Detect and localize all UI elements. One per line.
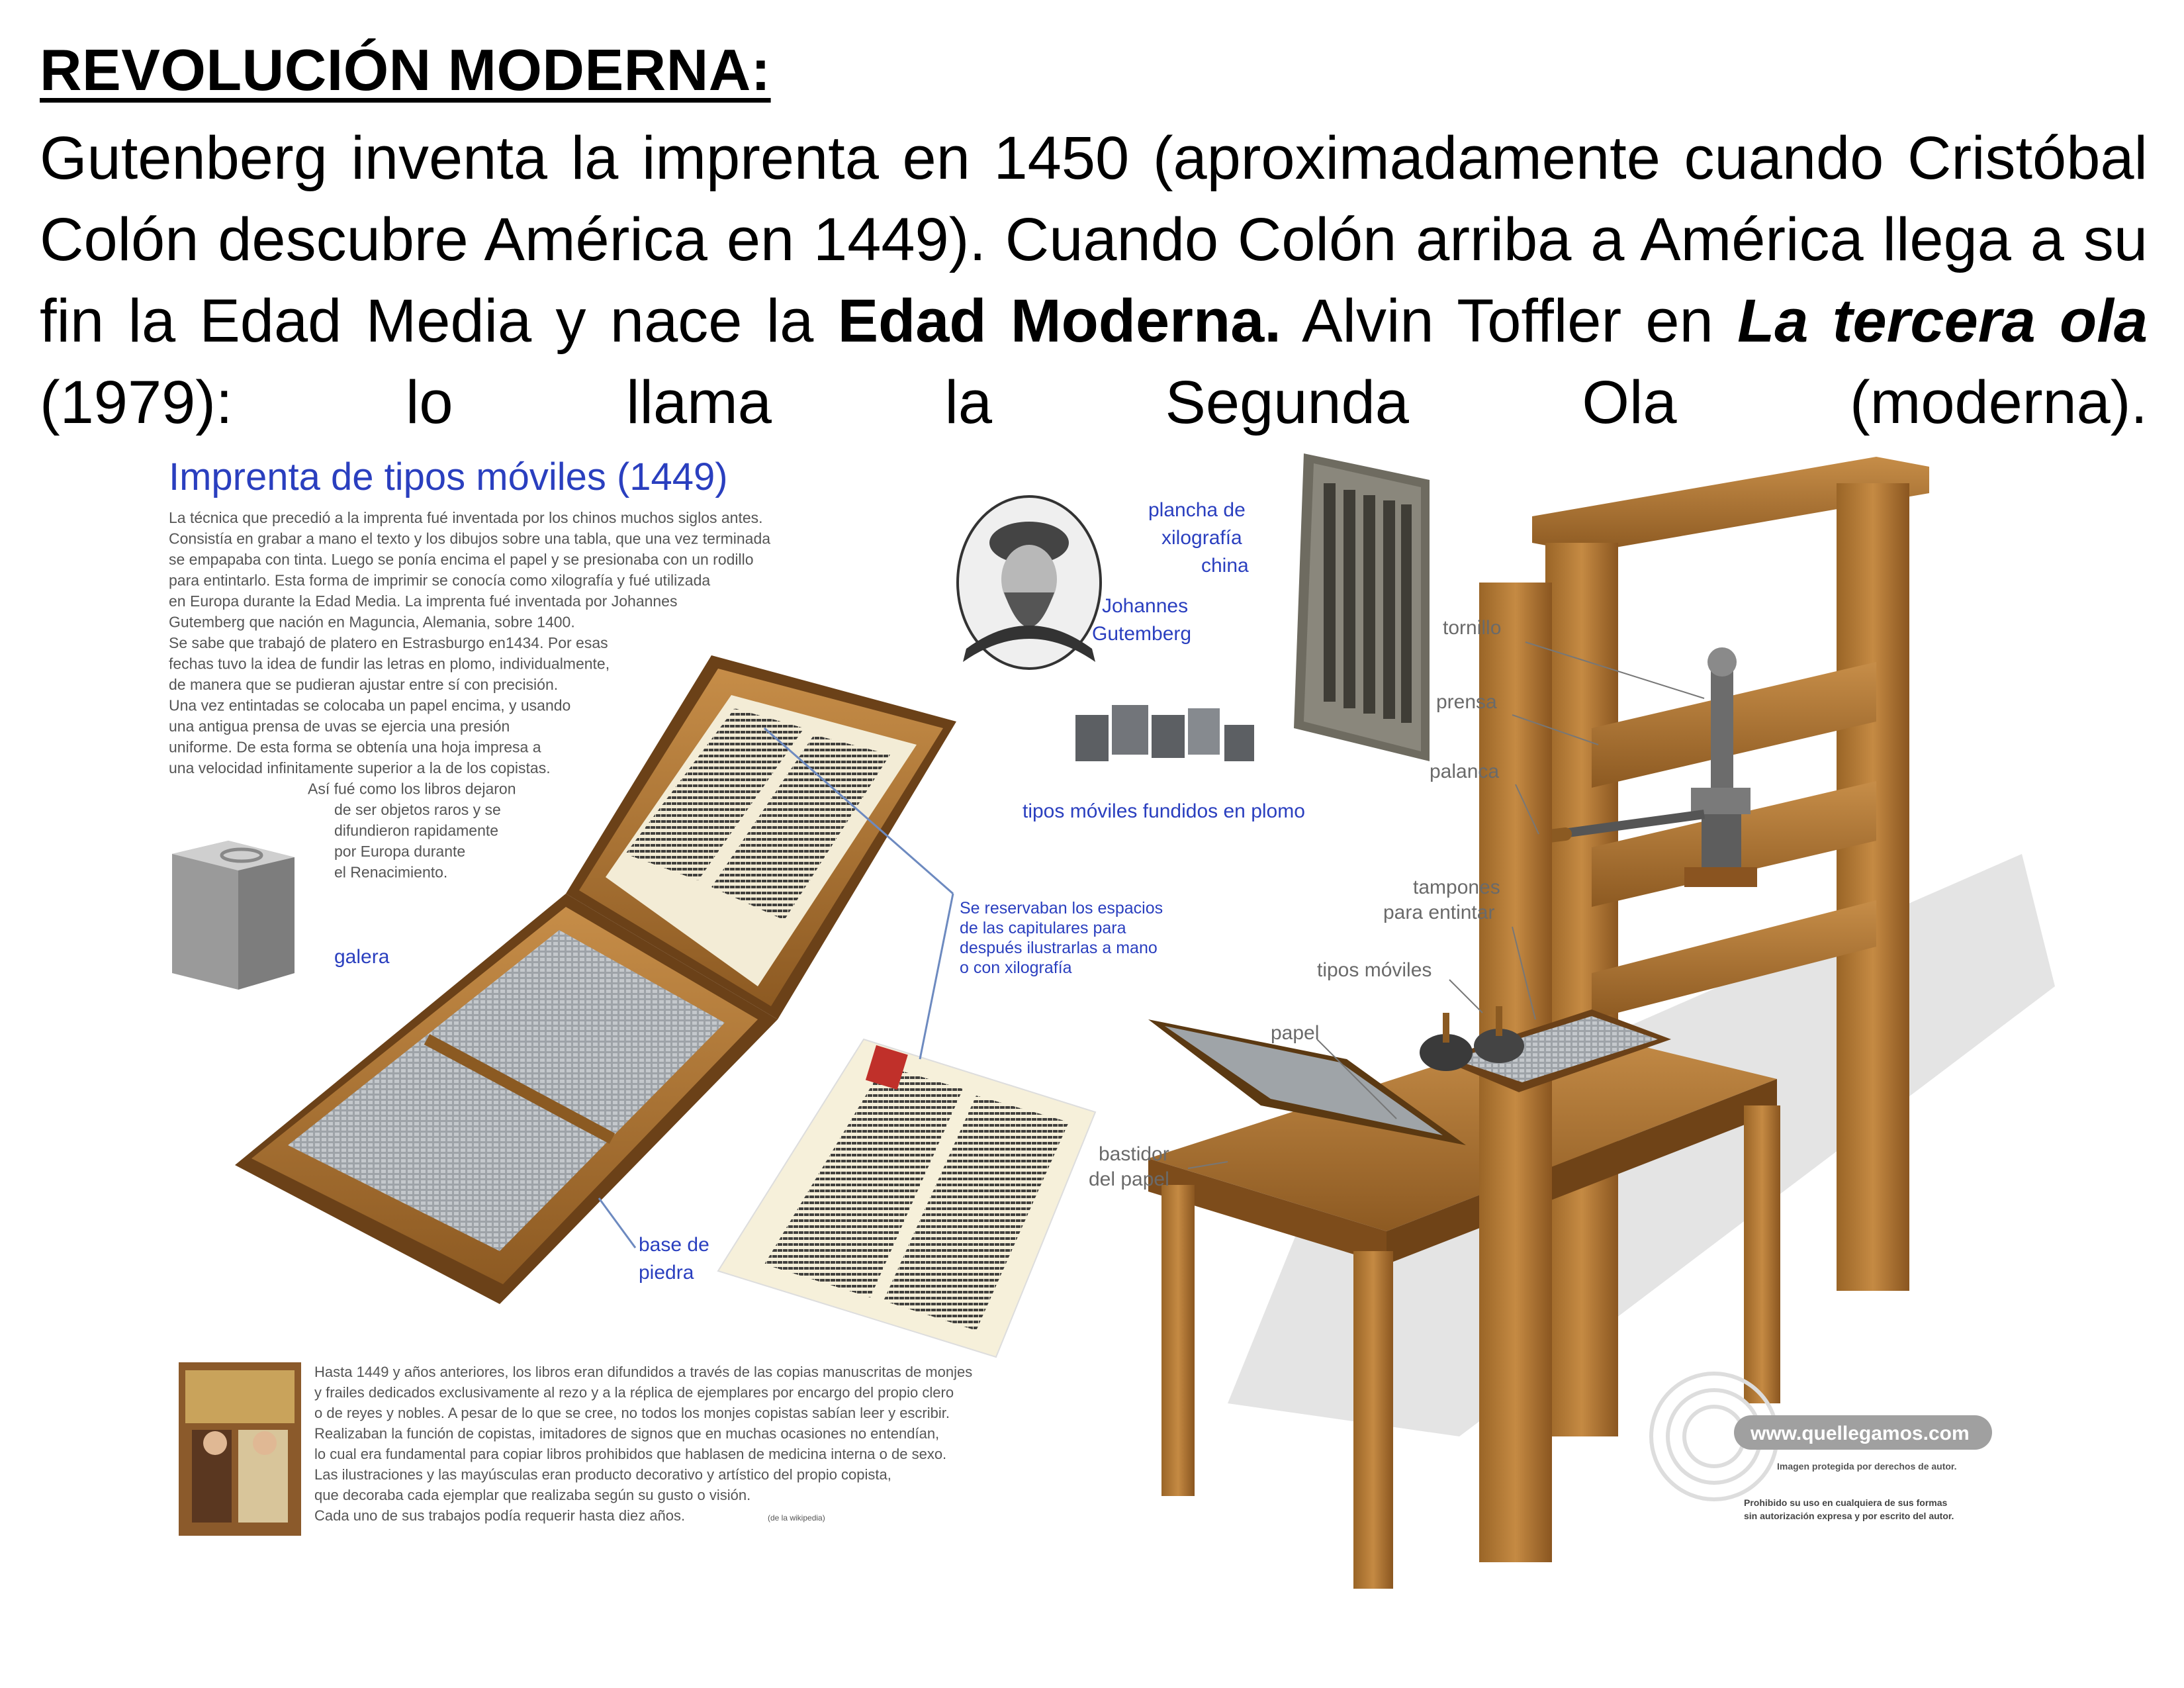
gutenberg-portrait [958, 496, 1101, 669]
bottom-paragraph-line: que decoraba cada ejemplar que realizaba según su gusto o visión. [314, 1487, 751, 1503]
paragraph-line: La técnica que precedió a la imprenta fué inventada por los chinos muchos siglos antes. [169, 509, 763, 526]
logo-note-1: Prohibido su uso en cualquiera de sus formas [1744, 1497, 1948, 1508]
label-bastidor-1: bastidor [1099, 1143, 1169, 1165]
leader-capitulares [920, 894, 953, 1059]
logo-subtitle: Imagen protegida por derechos de autor. [1777, 1461, 1957, 1472]
bottom-paragraph-line: Hasta 1449 y años anteriores, los libros eran difundidos a través de las copias manuscritas de monjes [314, 1364, 973, 1380]
leader-tipos-moviles [1449, 980, 1482, 1013]
paragraph-line: Una vez entintadas se colocaba un papel encima, y usando [169, 696, 571, 714]
printing-press-infographic [169, 444, 2055, 1595]
label-plancha-1: plancha de [1148, 499, 1246, 521]
label-bastidor-2: del papel [1089, 1168, 1169, 1190]
paragraph-line: en Europa durante la Edad Media. La imprenta fué inventada por Johannes [169, 592, 678, 610]
bottom-paragraph-line: Las ilustraciones y las mayúsculas eran producto decorativo y artístico del propio copista, [314, 1466, 891, 1483]
paragraph-line: una antigua prensa de uvas se ejercia una presión [169, 718, 510, 735]
label-capitulares-1: Se reservaban los espacios [960, 899, 1163, 917]
paragraph-line: se empapaba con tinta. Luego se ponía encima el papel y se presionaba con un rodillo [169, 551, 754, 568]
label-base-de-piedra-2: piedra [639, 1262, 694, 1284]
paragraph-line: una velocidad infinitamente superior a la de los copistas. [169, 759, 551, 776]
edad-moderna-term: Edad Moderna. [837, 287, 1281, 355]
label-tipos-fundidos: tipos móviles fundidos en plomo [1023, 800, 1305, 822]
label-capitulares-4: o con xilografía [960, 959, 1072, 977]
label-tipos-moviles: tipos móviles [1317, 959, 1432, 981]
bottom-paragraph-line: lo cual era fundamental para copiar libros prohibidos que hablasen de medicina interna o de sexo. [314, 1446, 947, 1462]
paragraph-line: uniforme. De esta forma se obtenía una hoja impresa a [169, 738, 541, 756]
book-title: La tercera ola [1737, 287, 2148, 355]
paragraph-line: el Renacimiento. [334, 863, 448, 881]
label-capitulares-2: de las capitulares para [960, 919, 1126, 937]
xylography-plate [1294, 453, 1430, 761]
paragraph-line: Consistía en grabar a mano el texto y los dibujos sobre una tabla, que una vez terminada [169, 530, 771, 547]
logo-url: www.quellegamos.com [1751, 1423, 1970, 1444]
bottom-paragraph-line: Realizaban la función de copistas, imitadores de signos que en muchas ocasiones no entendían, [314, 1425, 940, 1442]
label-base-de-piedra-1: base de [639, 1234, 709, 1256]
printed-page-illustration [718, 1039, 1095, 1357]
paragraph-line: de manera que se pudieran ajustar entre sí con precisión. [169, 676, 559, 693]
label-galera: galera [334, 946, 390, 968]
bottom-paragraph-line: y frailes dedicados exclusivamente al rezo y a la réplica de ejemplares por encargo del propio clero [314, 1384, 954, 1401]
label-johannes-1: Johannes [1102, 595, 1189, 617]
movable-types-illustration [1075, 705, 1254, 761]
paragraph-line: por Europa durante [334, 843, 466, 860]
paragraph-line: Gutemberg que nación en Maguncia, Alemania, sobre 1400. [169, 613, 575, 631]
paragraph-line: Se sabe que trabajó de platero en Estrasburgo en1434. Por esas [169, 634, 608, 651]
label-palanca: palanca [1430, 761, 1500, 782]
bottom-paragraph-line: o de reyes y nobles. A pesar de lo que se cree, no todos los monjes copistas sabían leer y escribir. [314, 1405, 950, 1421]
label-prensa: prensa [1436, 691, 1497, 713]
intro-paragraph [40, 118, 2148, 444]
bottom-paragraph [314, 1364, 972, 1524]
label-plancha-3: china [1201, 555, 1249, 577]
label-capitulares-3: después ilustrarlas a mano [960, 939, 1158, 957]
label-tampones-2: para entintar [1383, 902, 1495, 923]
label-tornillo: tornillo [1443, 617, 1502, 639]
label-tampones-1: tampones [1413, 876, 1500, 898]
paragraph-line: fechas tuvo la idea de fundir las letras en plomo, individualmente, [169, 655, 610, 673]
page-heading: REVOLUCIÓN MODERNA: [40, 37, 771, 103]
label-plancha-2: xilografía [1161, 527, 1242, 549]
intro-text-3: (1979): lo llama la Segunda Ola (moderna). [40, 369, 2148, 436]
galera-illustration [172, 841, 295, 990]
label-johannes-2: Gutemberg [1092, 623, 1192, 645]
label-papel: papel [1271, 1022, 1320, 1044]
intro-text-1: Gutenberg inventa la imprenta en 1450 (aproximadamente cuando Cristóbal Colón descubre América en 1449). Cuando Colón arriba a América llega a su fin la Edad Media y nace la [40, 124, 2148, 355]
copyist-picture [179, 1362, 301, 1536]
infographic-title: Imprenta de tipos móviles (1449) [169, 455, 728, 498]
intro-text-2: Alvin Toffler en [1281, 287, 1738, 355]
paragraph-line: para entintarlo. Esta forma de imprimir se conocía como xilografía y fué utilizada [169, 571, 711, 589]
leader-base [599, 1198, 635, 1248]
paragraph-line: de ser objetos raros y se [334, 801, 501, 818]
paragraph-line: Así fué como los libros dejaron [308, 780, 516, 798]
wiki-note: (de la wikipedia) [768, 1513, 825, 1523]
bottom-paragraph-line: Cada uno de sus trabajos podía requerir hasta diez años. [314, 1507, 686, 1524]
paragraph-line: difundieron rapidamente [334, 821, 499, 839]
logo-note-2: sin autorización expresa y por escrito del autor. [1744, 1511, 1954, 1521]
